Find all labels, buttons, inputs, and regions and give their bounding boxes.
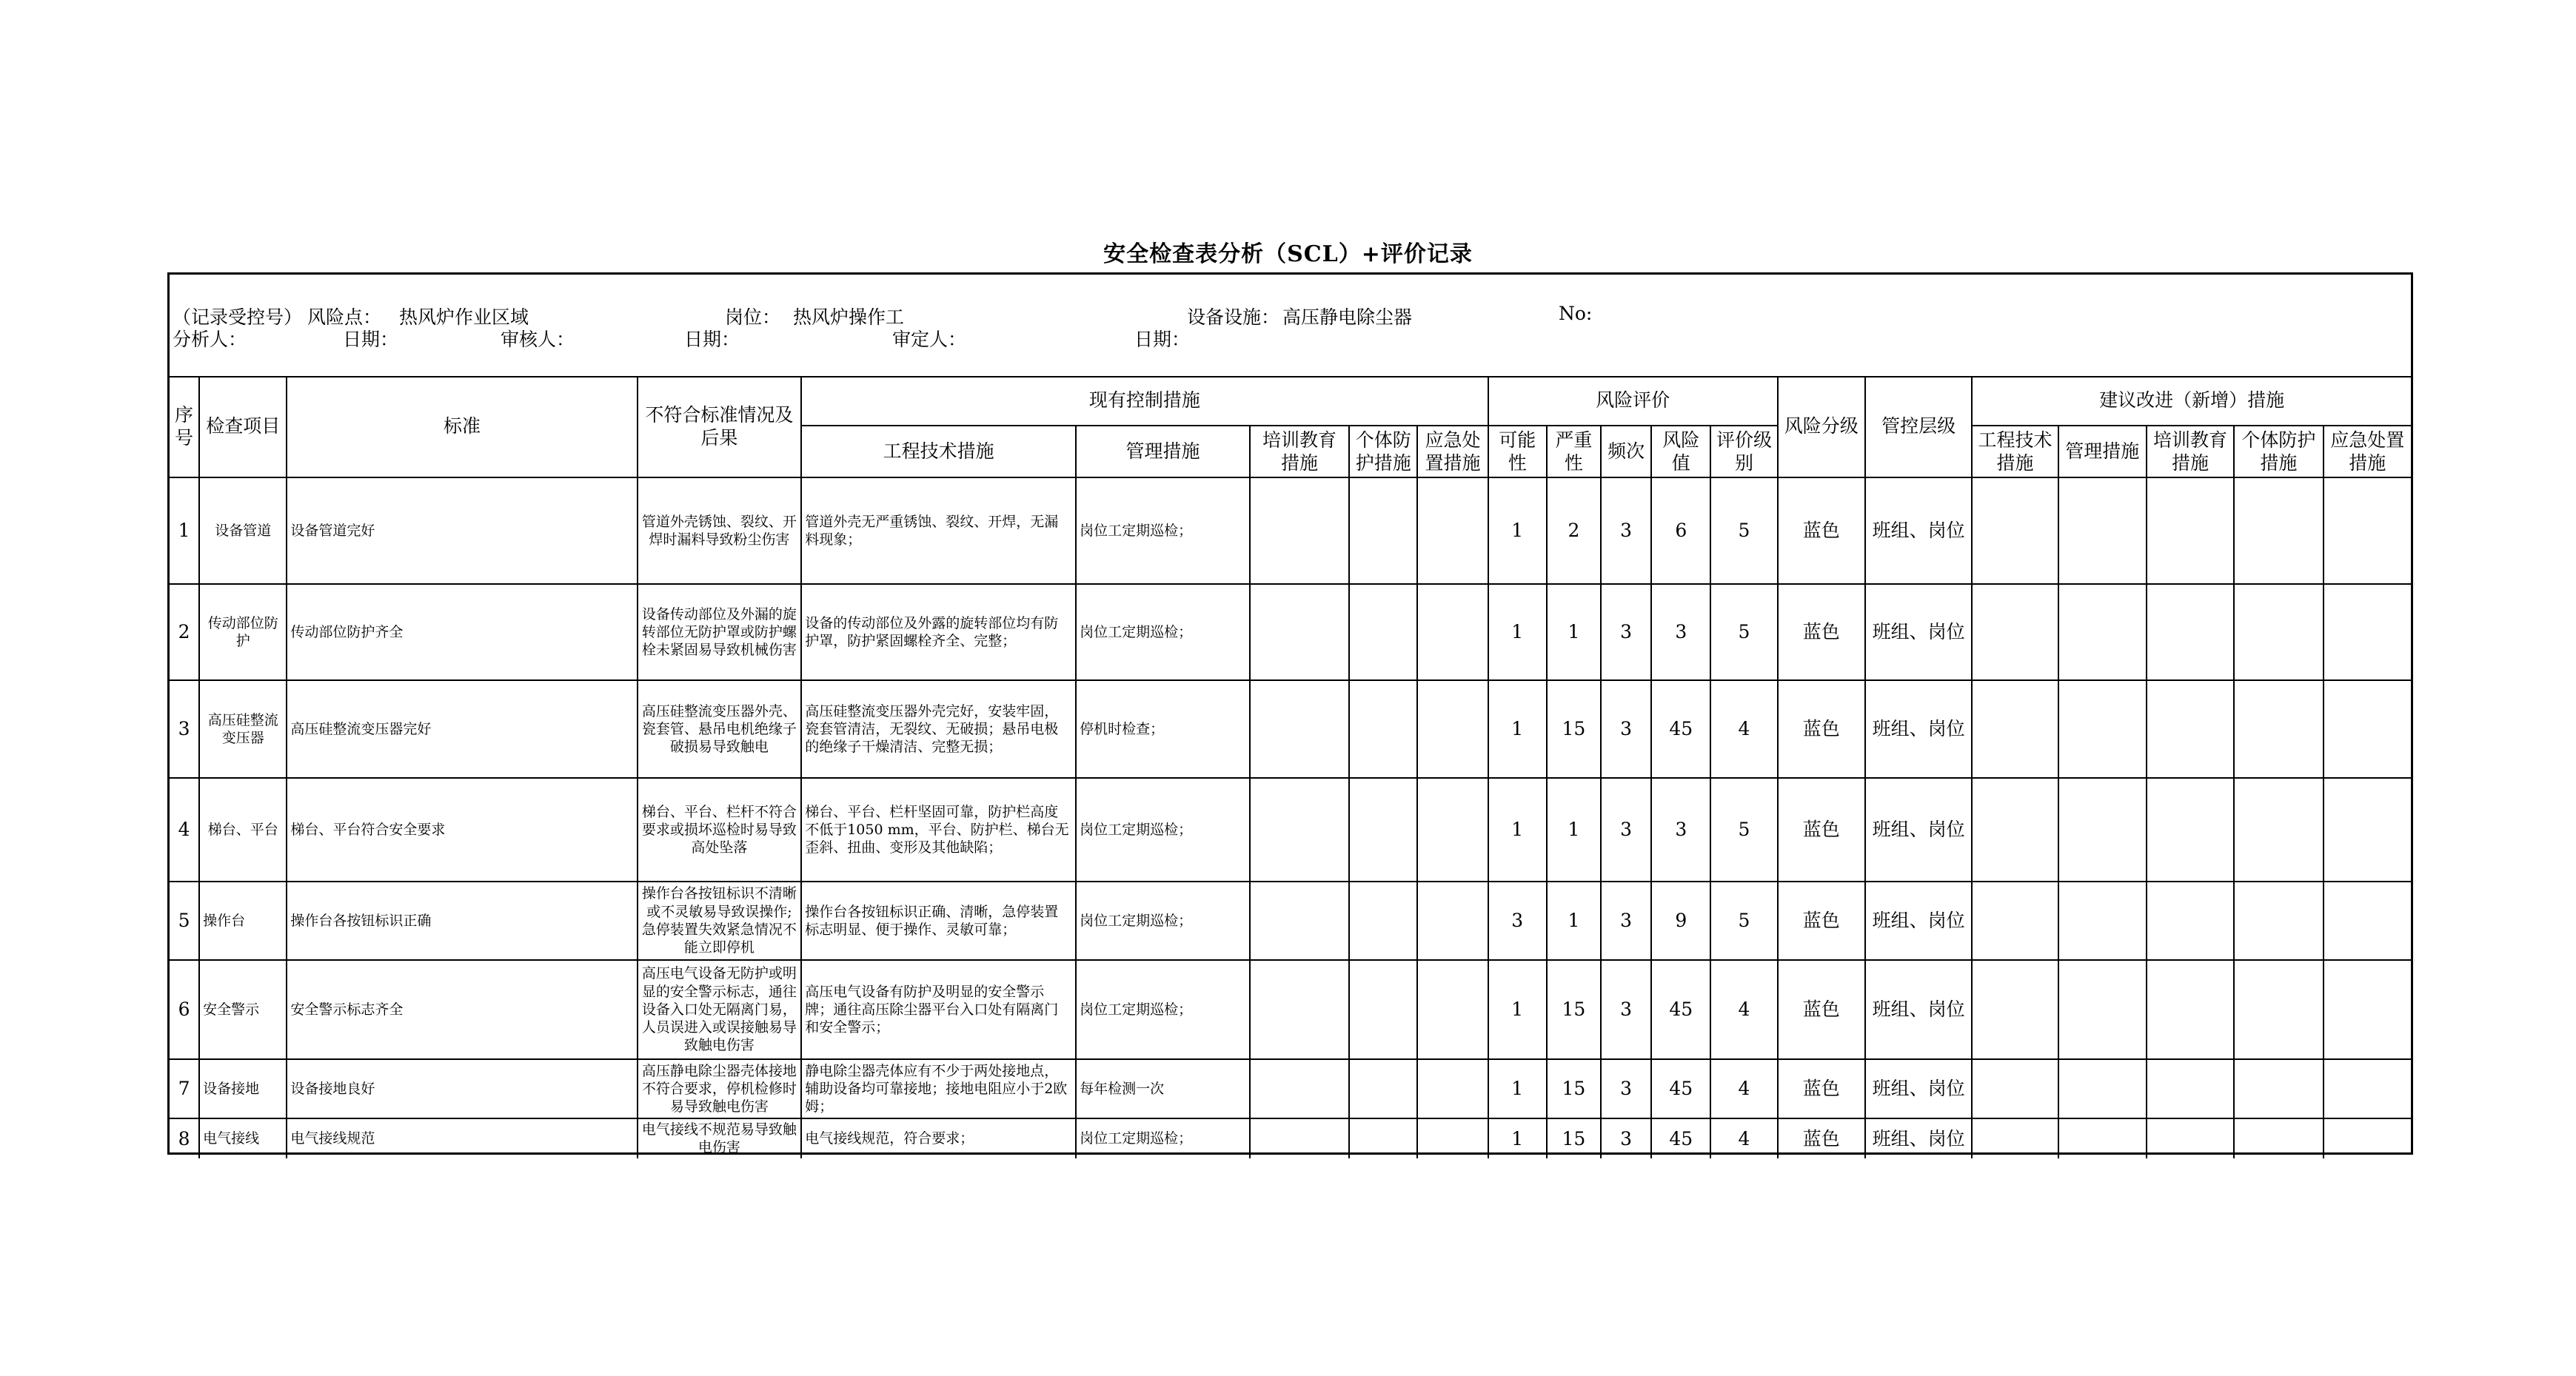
header-risk-value: 风险值 <box>1651 426 1710 477</box>
header-suggested-measures: 建议改进（新增）措施 <box>1972 376 2411 426</box>
row-control-level: 班组、岗位 <box>1865 680 1972 778</box>
row-suggested-ppe <box>2234 680 2323 778</box>
row-likelihood: 1 <box>1488 477 1547 584</box>
approver-label: 审定人： <box>892 329 967 350</box>
row-risk-class: 蓝色 <box>1778 960 1865 1059</box>
table-row <box>170 680 2411 778</box>
row-suggested-ppe <box>2234 778 2323 882</box>
row-risk-value: 3 <box>1651 584 1710 680</box>
row-suggested-engineering <box>1972 778 2058 882</box>
row-ppe <box>1349 584 1417 680</box>
number-label: No: <box>1559 303 1593 324</box>
row-risk-class: 蓝色 <box>1778 882 1865 960</box>
row-suggested-ppe <box>2234 882 2323 960</box>
row-engineering: 设备的传动部位及外露的旋转部位均有防护罩，防护紧固螺栓齐全、完整； <box>801 584 1076 680</box>
row-frequency: 3 <box>1601 477 1651 584</box>
row-engineering: 高压电气设备有防护及明显的安全警示牌；通往高压除尘器平台入口处有隔离门和安全警示； <box>801 960 1076 1059</box>
row-item: 安全警示 <box>199 960 287 1059</box>
row-suggested-ppe <box>2234 584 2323 680</box>
row-ppe <box>1349 778 1417 882</box>
row-nonconformity: 梯台、平台、栏杆不符合要求或损坏巡检时易导致高处坠落 <box>638 778 802 882</box>
analyst-label: 分析人： <box>173 329 247 350</box>
reviewer-date-label: 日期： <box>684 329 740 350</box>
row-frequency: 3 <box>1601 882 1651 960</box>
header-suggested-emergency: 应急处置措施 <box>2324 426 2411 477</box>
row-suggested-ppe <box>2234 477 2323 584</box>
row-training <box>1250 778 1349 882</box>
header-severity: 严重性 <box>1547 426 1601 477</box>
row-item: 电气接线 <box>199 1118 287 1158</box>
row-severity: 1 <box>1547 882 1601 960</box>
row-likelihood: 1 <box>1488 960 1547 1059</box>
header-frequency: 频次 <box>1601 426 1651 477</box>
approver-date-label: 日期： <box>1134 329 1191 350</box>
risk-point-value: 热风炉作业区域 <box>399 306 529 328</box>
header-likelihood: 可能性 <box>1488 426 1547 477</box>
row-standard: 高压硅整流变压器完好 <box>287 680 637 778</box>
row-frequency: 3 <box>1601 584 1651 680</box>
row-suggested-engineering <box>1972 1118 2058 1158</box>
row-likelihood: 3 <box>1488 882 1547 960</box>
row-suggested-management <box>2058 1118 2147 1158</box>
row-emergency <box>1417 1059 1488 1118</box>
row-risk-class: 蓝色 <box>1778 477 1865 584</box>
row-suggested-engineering <box>1972 680 2058 778</box>
row-control-level: 班组、岗位 <box>1865 1059 1972 1118</box>
row-nonconformity: 电气接线不规范易导致触电伤害 <box>638 1118 802 1158</box>
row-ppe <box>1349 882 1417 960</box>
row-risk-value: 9 <box>1651 882 1710 960</box>
row-eval-level: 5 <box>1710 584 1777 680</box>
row-eval-level: 4 <box>1710 1118 1777 1158</box>
header-suggested-ppe: 个体防护措施 <box>2234 426 2323 477</box>
table-row <box>170 778 2411 882</box>
header-suggested-training: 培训教育措施 <box>2147 426 2234 477</box>
row-seq: 4 <box>170 778 199 882</box>
row-emergency <box>1417 477 1488 584</box>
row-engineering: 高压硅整流变压器外壳完好，安装牢固，瓷套管清洁，无裂纹、无破损；悬吊电极的绝缘子干燥清洁、完整无损； <box>801 680 1076 778</box>
row-management: 岗位工定期巡检； <box>1076 960 1250 1059</box>
row-control-level: 班组、岗位 <box>1865 778 1972 882</box>
row-suggested-emergency <box>2324 778 2411 882</box>
row-eval-level: 4 <box>1710 1059 1777 1118</box>
row-seq: 1 <box>170 477 199 584</box>
row-standard: 电气接线规范 <box>287 1118 637 1158</box>
header-engineering: 工程技术措施 <box>801 426 1076 477</box>
row-suggested-emergency <box>2324 960 2411 1059</box>
row-item: 高压硅整流变压器 <box>199 680 287 778</box>
row-risk-value: 45 <box>1651 1059 1710 1118</box>
row-suggested-engineering <box>1972 477 2058 584</box>
row-risk-class: 蓝色 <box>1778 584 1865 680</box>
row-management: 岗位工定期巡检； <box>1076 1118 1250 1158</box>
row-control-level: 班组、岗位 <box>1865 584 1972 680</box>
row-suggested-management <box>2058 778 2147 882</box>
analyst-date-label: 日期： <box>343 329 399 350</box>
row-likelihood: 1 <box>1488 1118 1547 1158</box>
row-suggested-training <box>2147 584 2234 680</box>
row-nonconformity: 设备传动部位及外漏的旋转部位无防护罩或防护螺栓未紧固易导致机械伤害 <box>638 584 802 680</box>
sheet-title: 安全检查表分析（SCL）+评价记录 <box>1103 241 1473 267</box>
row-frequency: 3 <box>1601 1118 1651 1158</box>
row-severity: 15 <box>1547 680 1601 778</box>
row-severity: 15 <box>1547 960 1601 1059</box>
row-management: 岗位工定期巡检； <box>1076 584 1250 680</box>
row-training <box>1250 1118 1349 1158</box>
row-suggested-emergency <box>2324 1118 2411 1158</box>
row-risk-value: 45 <box>1651 680 1710 778</box>
row-control-level: 班组、岗位 <box>1865 477 1972 584</box>
scl-record-sheet <box>167 272 2413 1155</box>
row-frequency: 3 <box>1601 960 1651 1059</box>
header-ppe: 个体防护措施 <box>1349 426 1417 477</box>
reviewer-label: 审核人： <box>501 329 575 350</box>
row-suggested-engineering <box>1972 960 2058 1059</box>
row-nonconformity: 高压硅整流变压器外壳、瓷套管、悬吊电机绝缘子破损易导致触电 <box>638 680 802 778</box>
row-suggested-management <box>2058 1059 2147 1118</box>
header-risk-class: 风险分级 <box>1778 376 1865 477</box>
row-suggested-ppe <box>2234 960 2323 1059</box>
row-emergency <box>1417 680 1488 778</box>
header-seq: 序号 <box>170 376 199 477</box>
table-row <box>170 584 2411 680</box>
row-suggested-emergency <box>2324 680 2411 778</box>
row-likelihood: 1 <box>1488 680 1547 778</box>
row-standard: 传动部位防护齐全 <box>287 584 637 680</box>
post-label: 岗位： <box>725 306 781 328</box>
row-risk-value: 6 <box>1651 477 1710 584</box>
row-standard: 设备接地良好 <box>287 1059 637 1118</box>
row-suggested-management <box>2058 960 2147 1059</box>
row-engineering: 梯台、平台、栏杆坚固可靠，防护栏高度不低于1050 mm，平台、防护栏、梯台无歪斜、扭曲、变形及其他缺陷； <box>801 778 1076 882</box>
row-frequency: 3 <box>1601 680 1651 778</box>
row-seq: 8 <box>170 1118 199 1158</box>
row-emergency <box>1417 960 1488 1059</box>
row-item: 操作台 <box>199 882 287 960</box>
row-likelihood: 1 <box>1488 778 1547 882</box>
row-nonconformity: 高压静电除尘器壳体接地不符合要求，停机检修时易导致触电伤害 <box>638 1059 802 1118</box>
header-risk-evaluation: 风险评价 <box>1488 376 1778 426</box>
row-engineering: 操作台各按钮标识正确、清晰，急停装置标志明显、便于操作、灵敏可靠； <box>801 882 1076 960</box>
row-eval-level: 5 <box>1710 477 1777 584</box>
header-info <box>170 275 2411 377</box>
row-ppe <box>1349 680 1417 778</box>
header-check-item: 检查项目 <box>199 376 287 477</box>
row-seq: 3 <box>170 680 199 778</box>
row-severity: 1 <box>1547 584 1601 680</box>
row-suggested-training <box>2147 960 2234 1059</box>
row-frequency: 3 <box>1601 778 1651 882</box>
header-management: 管理措施 <box>1076 426 1250 477</box>
row-standard: 设备管道完好 <box>287 477 637 584</box>
post-value: 热风炉操作工 <box>793 306 905 328</box>
row-training <box>1250 960 1349 1059</box>
row-suggested-emergency <box>2324 882 2411 960</box>
row-eval-level: 4 <box>1710 680 1777 778</box>
row-suggested-ppe <box>2234 1118 2323 1158</box>
row-emergency <box>1417 584 1488 680</box>
header-suggested-management: 管理措施 <box>2058 426 2147 477</box>
header-standard: 标准 <box>287 376 637 477</box>
row-eval-level: 5 <box>1710 882 1777 960</box>
row-risk-class: 蓝色 <box>1778 778 1865 882</box>
row-nonconformity: 操作台各按钮标识不清晰或不灵敏易导致误操作;急停装置失效紧急情况不能立即停机 <box>638 882 802 960</box>
header-eval-level: 评价级别 <box>1710 426 1777 477</box>
row-emergency <box>1417 778 1488 882</box>
row-suggested-management <box>2058 477 2147 584</box>
row-management: 停机时检查； <box>1076 680 1250 778</box>
row-suggested-training <box>2147 1059 2234 1118</box>
row-item: 设备管道 <box>199 477 287 584</box>
row-risk-value: 45 <box>1651 960 1710 1059</box>
row-standard: 安全警示标志齐全 <box>287 960 637 1059</box>
equipment-label: 设备设施： <box>1187 306 1280 328</box>
table-row <box>170 960 2411 1059</box>
row-suggested-engineering <box>1972 882 2058 960</box>
row-suggested-training <box>2147 1118 2234 1158</box>
row-suggested-management <box>2058 680 2147 778</box>
row-seq: 6 <box>170 960 199 1059</box>
row-severity: 2 <box>1547 477 1601 584</box>
row-control-level: 班组、岗位 <box>1865 960 1972 1059</box>
row-emergency <box>1417 1118 1488 1158</box>
header-nonconformity: 不符合标准情况及后果 <box>638 376 802 477</box>
row-training <box>1250 1059 1349 1118</box>
row-suggested-training <box>2147 778 2234 882</box>
row-suggested-training <box>2147 680 2234 778</box>
row-risk-class: 蓝色 <box>1778 1059 1865 1118</box>
row-suggested-training <box>2147 477 2234 584</box>
row-frequency: 3 <box>1601 1059 1651 1118</box>
header-control-level: 管控层级 <box>1865 376 1972 477</box>
row-training <box>1250 584 1349 680</box>
row-ppe <box>1349 960 1417 1059</box>
row-training <box>1250 680 1349 778</box>
header-emergency: 应急处置措施 <box>1417 426 1488 477</box>
row-control-level: 班组、岗位 <box>1865 1118 1972 1158</box>
row-risk-value: 45 <box>1651 1118 1710 1158</box>
row-seq: 5 <box>170 882 199 960</box>
row-management: 岗位工定期巡检； <box>1076 778 1250 882</box>
table-row <box>170 882 2411 960</box>
row-severity: 1 <box>1547 778 1601 882</box>
equipment-value: 高压静电除尘器 <box>1282 306 1413 328</box>
row-severity: 15 <box>1547 1059 1601 1118</box>
row-item: 设备接地 <box>199 1059 287 1118</box>
table-row <box>170 1118 2411 1158</box>
row-suggested-engineering <box>1972 1059 2058 1118</box>
row-control-level: 班组、岗位 <box>1865 882 1972 960</box>
row-engineering: 静电除尘器壳体应有不少于两处接地点，辅助设备均可靠接地；接地电阻应小于2欧姆； <box>801 1059 1076 1118</box>
row-emergency <box>1417 882 1488 960</box>
row-severity: 15 <box>1547 1118 1601 1158</box>
row-training <box>1250 477 1349 584</box>
row-suggested-emergency <box>2324 584 2411 680</box>
row-seq: 7 <box>170 1059 199 1118</box>
row-risk-class: 蓝色 <box>1778 680 1865 778</box>
row-suggested-ppe <box>2234 1059 2323 1118</box>
risk-point-label: 风险点： <box>307 306 382 328</box>
row-training <box>1250 882 1349 960</box>
table-row <box>170 477 2411 584</box>
row-ppe <box>1349 477 1417 584</box>
row-likelihood: 1 <box>1488 584 1547 680</box>
row-seq: 2 <box>170 584 199 680</box>
row-management: 岗位工定期巡检； <box>1076 477 1250 584</box>
row-nonconformity: 管道外壳锈蚀、裂纹、开焊时漏料导致粉尘伤害 <box>638 477 802 584</box>
header-existing-controls: 现有控制措施 <box>801 376 1488 426</box>
checklist-table <box>170 376 2411 1158</box>
row-suggested-training <box>2147 882 2234 960</box>
row-ppe <box>1349 1118 1417 1158</box>
row-engineering: 电气接线规范，符合要求； <box>801 1118 1076 1158</box>
row-suggested-engineering <box>1972 584 2058 680</box>
table-row <box>170 1059 2411 1118</box>
row-suggested-emergency <box>2324 1059 2411 1118</box>
row-item: 梯台、平台 <box>199 778 287 882</box>
row-management: 岗位工定期巡检； <box>1076 882 1250 960</box>
row-item: 传动部位防护 <box>199 584 287 680</box>
row-nonconformity: 高压电气设备无防护或明显的安全警示标志，通往设备入口处无隔离门易，人员误进入或误接触易导致触电伤害 <box>638 960 802 1059</box>
row-standard: 梯台、平台符合安全要求 <box>287 778 637 882</box>
row-management: 每年检测一次 <box>1076 1059 1250 1118</box>
row-engineering: 管道外壳无严重锈蚀、裂纹、开焊，无漏料现象； <box>801 477 1076 584</box>
row-risk-value: 3 <box>1651 778 1710 882</box>
row-eval-level: 5 <box>1710 778 1777 882</box>
header-suggested-engineering: 工程技术措施 <box>1972 426 2058 477</box>
row-ppe <box>1349 1059 1417 1118</box>
row-risk-class: 蓝色 <box>1778 1118 1865 1158</box>
row-standard: 操作台各按钮标识正确 <box>287 882 637 960</box>
row-suggested-management <box>2058 584 2147 680</box>
row-suggested-emergency <box>2324 477 2411 584</box>
row-eval-level: 4 <box>1710 960 1777 1059</box>
row-likelihood: 1 <box>1488 1059 1547 1118</box>
header-training: 培训教育措施 <box>1250 426 1349 477</box>
row-suggested-management <box>2058 882 2147 960</box>
control-number-label: （记录受控号） <box>173 306 303 328</box>
